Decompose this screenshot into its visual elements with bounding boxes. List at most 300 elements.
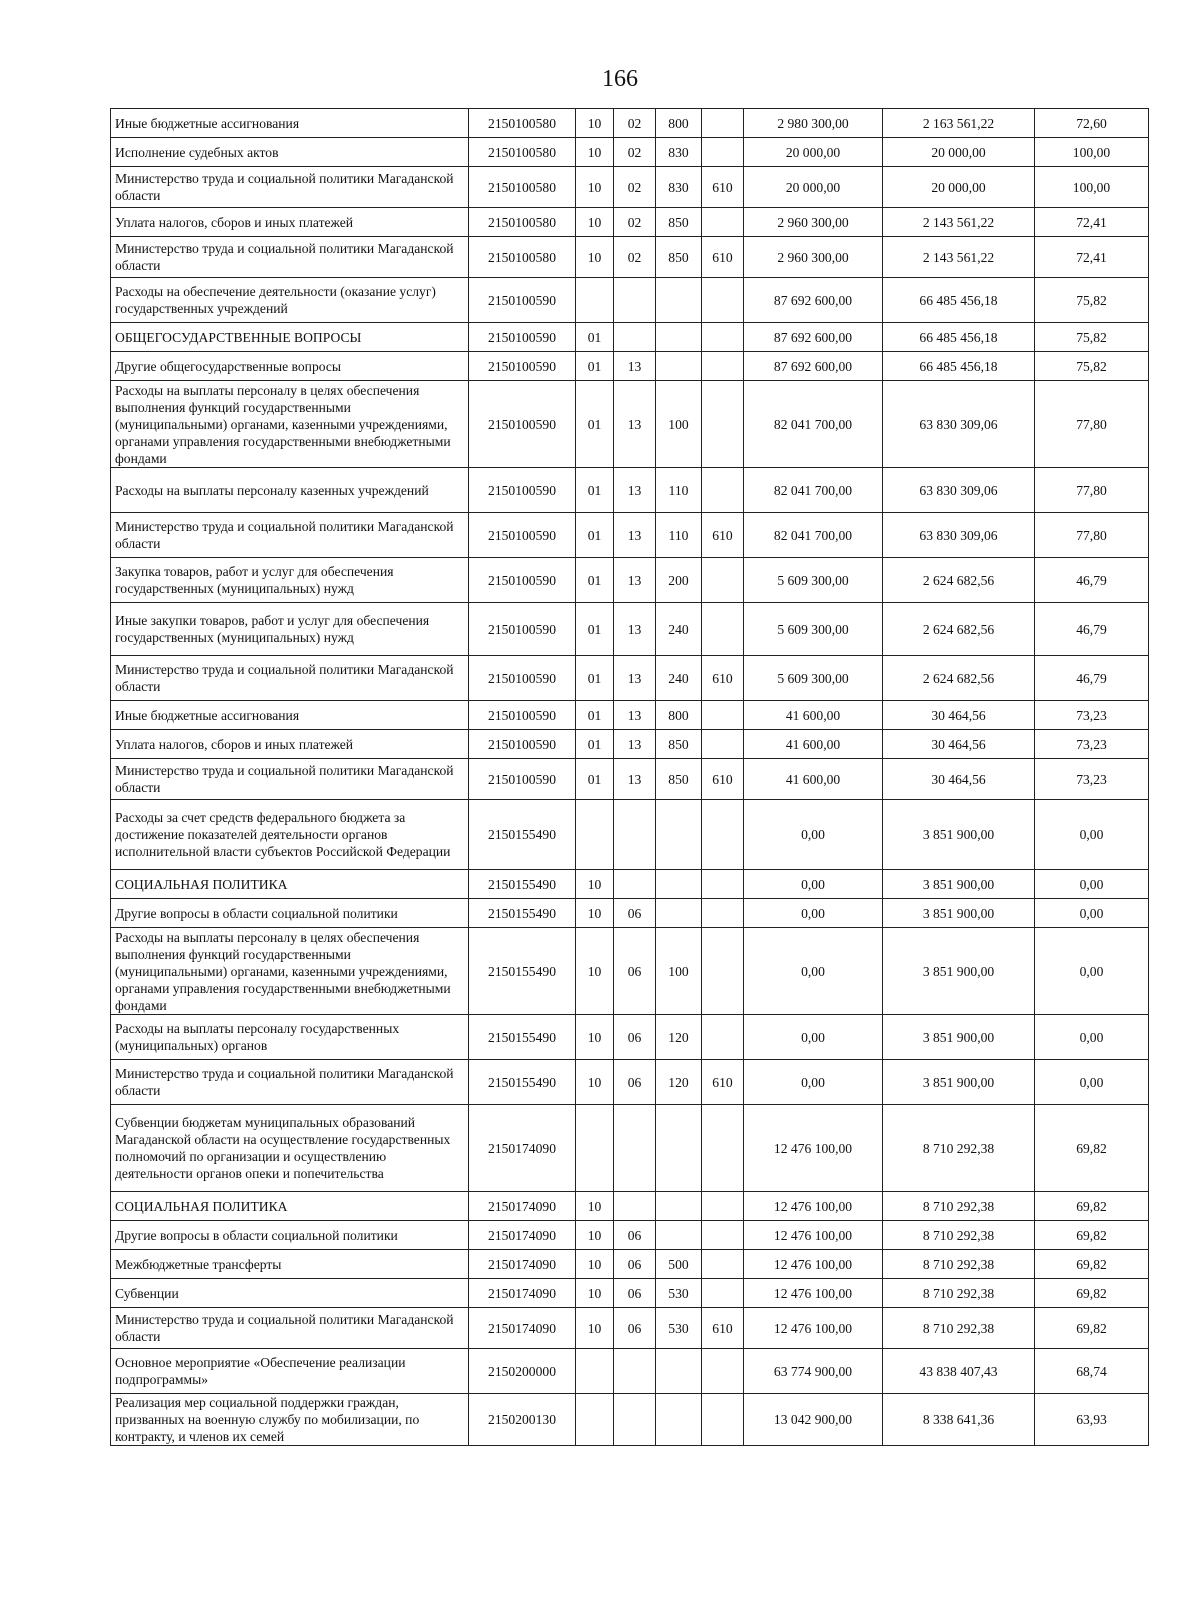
target-code: 2150200130 [469,1394,576,1446]
row-name: Субвенции [111,1279,469,1308]
table-row [111,800,1149,870]
table-row [111,1192,1149,1221]
expense-type-code [656,1105,702,1192]
target-code: 2150100590 [469,759,576,800]
row-name: Иные бюджетные ассигнования [111,701,469,730]
table-row [111,323,1149,352]
actual-amount: 63 830 309,06 [883,513,1035,558]
planned-amount: 20 000,00 [744,138,883,167]
execution-percent: 68,74 [1035,1349,1149,1394]
expense-type-code: 500 [656,1250,702,1279]
execution-percent: 69,82 [1035,1221,1149,1250]
expense-type-code: 850 [656,208,702,237]
row-name: Министерство труда и социальной политики Магаданской области [111,513,469,558]
planned-amount: 0,00 [744,800,883,870]
ministry-code: 610 [702,167,744,208]
execution-percent: 72,60 [1035,109,1149,138]
ministry-code [702,278,744,323]
row-name: Министерство труда и социальной политики Магаданской области [111,1060,469,1105]
section-code: 10 [576,1308,614,1349]
ministry-code [702,109,744,138]
table-row [111,603,1149,656]
target-code: 2150100590 [469,323,576,352]
actual-amount: 30 464,56 [883,701,1035,730]
ministry-code: 610 [702,237,744,278]
planned-amount: 63 774 900,00 [744,1349,883,1394]
target-code: 2150155490 [469,1060,576,1105]
row-name: ОБЩЕГОСУДАРСТВЕННЫЕ ВОПРОСЫ [111,323,469,352]
table-row [111,208,1149,237]
section-code: 01 [576,730,614,759]
expense-type-code: 800 [656,701,702,730]
table-row [111,558,1149,603]
planned-amount: 5 609 300,00 [744,656,883,701]
expense-type-code: 830 [656,167,702,208]
actual-amount: 2 624 682,56 [883,603,1035,656]
target-code: 2150100580 [469,167,576,208]
section-code: 01 [576,759,614,800]
execution-percent: 46,79 [1035,558,1149,603]
ministry-code [702,701,744,730]
row-name: Министерство труда и социальной политики Магаданской области [111,167,469,208]
actual-amount: 66 485 456,18 [883,323,1035,352]
table-row [111,1015,1149,1060]
subsection-code [614,1192,656,1221]
expense-type-code: 120 [656,1015,702,1060]
section-code: 10 [576,237,614,278]
target-code: 2150155490 [469,870,576,899]
subsection-code: 13 [614,381,656,468]
row-name: Министерство труда и социальной политики Магаданской области [111,656,469,701]
row-name: Расходы на выплаты персоналу казенных учреждений [111,468,469,513]
ministry-code [702,381,744,468]
table-row [111,138,1149,167]
subsection-code: 13 [614,701,656,730]
execution-percent: 75,82 [1035,278,1149,323]
expense-type-code [656,1192,702,1221]
section-code [576,800,614,870]
target-code: 2150100590 [469,468,576,513]
section-code: 01 [576,468,614,513]
expense-type-code [656,899,702,928]
planned-amount: 13 042 900,00 [744,1394,883,1446]
expense-type-code [656,1349,702,1394]
target-code: 2150174090 [469,1192,576,1221]
actual-amount: 2 143 561,22 [883,208,1035,237]
execution-percent: 0,00 [1035,928,1149,1015]
execution-percent: 46,79 [1035,656,1149,701]
execution-percent: 72,41 [1035,237,1149,278]
section-code: 10 [576,1192,614,1221]
planned-amount: 82 041 700,00 [744,381,883,468]
subsection-code: 02 [614,167,656,208]
execution-percent: 69,82 [1035,1192,1149,1221]
planned-amount: 87 692 600,00 [744,278,883,323]
section-code: 10 [576,138,614,167]
ministry-code [702,1279,744,1308]
ministry-code [702,928,744,1015]
planned-amount: 0,00 [744,870,883,899]
table-row [111,381,1149,468]
expense-type-code: 100 [656,381,702,468]
expense-type-code: 530 [656,1279,702,1308]
expense-type-code [656,352,702,381]
actual-amount: 66 485 456,18 [883,352,1035,381]
execution-percent: 72,41 [1035,208,1149,237]
planned-amount: 5 609 300,00 [744,603,883,656]
target-code: 2150200000 [469,1349,576,1394]
table-row [111,1349,1149,1394]
ministry-code: 610 [702,1060,744,1105]
actual-amount: 2 624 682,56 [883,558,1035,603]
target-code: 2150155490 [469,1015,576,1060]
table-row [111,656,1149,701]
row-name: Реализация мер социальной поддержки граждан, призванных на военную службу по мобилизации, по контракту, и членов их семей [111,1394,469,1446]
target-code: 2150100580 [469,109,576,138]
subsection-code: 02 [614,208,656,237]
table-row [111,237,1149,278]
execution-percent: 73,23 [1035,759,1149,800]
execution-percent: 77,80 [1035,468,1149,513]
target-code: 2150100590 [469,656,576,701]
ministry-code: 610 [702,1308,744,1349]
execution-percent: 73,23 [1035,701,1149,730]
expense-type-code: 100 [656,928,702,1015]
ministry-code [702,603,744,656]
target-code: 2150155490 [469,800,576,870]
actual-amount: 3 851 900,00 [883,870,1035,899]
actual-amount: 8 710 292,38 [883,1308,1035,1349]
target-code: 2150174090 [469,1250,576,1279]
actual-amount: 3 851 900,00 [883,1015,1035,1060]
row-name: СОЦИАЛЬНАЯ ПОЛИТИКА [111,1192,469,1221]
execution-percent: 77,80 [1035,513,1149,558]
ministry-code: 610 [702,656,744,701]
execution-percent: 100,00 [1035,138,1149,167]
actual-amount: 20 000,00 [883,167,1035,208]
section-code: 10 [576,109,614,138]
actual-amount: 8 710 292,38 [883,1221,1035,1250]
section-code: 10 [576,208,614,237]
expense-type-code [656,323,702,352]
planned-amount: 41 600,00 [744,730,883,759]
row-name: Иные закупки товаров, работ и услуг для обеспечения государственных (муниципальных) нужд [111,603,469,656]
row-name: Иные бюджетные ассигнования [111,109,469,138]
section-code [576,1349,614,1394]
expense-type-code: 200 [656,558,702,603]
table-row [111,730,1149,759]
section-code: 01 [576,603,614,656]
actual-amount: 3 851 900,00 [883,1060,1035,1105]
planned-amount: 41 600,00 [744,759,883,800]
ministry-code [702,468,744,513]
actual-amount: 3 851 900,00 [883,928,1035,1015]
target-code: 2150100590 [469,278,576,323]
subsection-code: 13 [614,759,656,800]
planned-amount: 12 476 100,00 [744,1279,883,1308]
target-code: 2150100590 [469,701,576,730]
ministry-code [702,1250,744,1279]
subsection-code: 13 [614,730,656,759]
subsection-code [614,870,656,899]
table-row [111,468,1149,513]
planned-amount: 2 960 300,00 [744,208,883,237]
page-number: 166 [602,66,638,92]
expense-type-code: 850 [656,730,702,759]
target-code: 2150100590 [469,730,576,759]
subsection-code: 06 [614,928,656,1015]
target-code: 2150100590 [469,603,576,656]
expense-type-code: 850 [656,237,702,278]
row-name: Министерство труда и социальной политики Магаданской области [111,759,469,800]
ministry-code [702,1105,744,1192]
planned-amount: 2 980 300,00 [744,109,883,138]
table-row [111,1221,1149,1250]
target-code: 2150174090 [469,1279,576,1308]
subsection-code: 02 [614,138,656,167]
section-code: 01 [576,513,614,558]
subsection-code [614,800,656,870]
planned-amount: 12 476 100,00 [744,1308,883,1349]
section-code: 01 [576,701,614,730]
table-row [111,109,1149,138]
section-code: 10 [576,167,614,208]
actual-amount: 8 338 641,36 [883,1394,1035,1446]
execution-percent: 0,00 [1035,870,1149,899]
actual-amount: 3 851 900,00 [883,899,1035,928]
expense-type-code [656,278,702,323]
execution-percent: 0,00 [1035,1015,1149,1060]
planned-amount: 2 960 300,00 [744,237,883,278]
row-name: СОЦИАЛЬНАЯ ПОЛИТИКА [111,870,469,899]
expense-type-code: 120 [656,1060,702,1105]
subsection-code [614,1349,656,1394]
ministry-code [702,1015,744,1060]
ministry-code: 610 [702,759,744,800]
table-row [111,928,1149,1015]
planned-amount: 12 476 100,00 [744,1105,883,1192]
execution-percent: 69,82 [1035,1105,1149,1192]
subsection-code: 06 [614,1221,656,1250]
row-name: Закупка товаров, работ и услуг для обеспечения государственных (муниципальных) нужд [111,558,469,603]
subsection-code: 02 [614,237,656,278]
actual-amount: 8 710 292,38 [883,1105,1035,1192]
subsection-code: 06 [614,1015,656,1060]
table-row [111,513,1149,558]
expense-type-code: 830 [656,138,702,167]
target-code: 2150174090 [469,1105,576,1192]
subsection-code: 13 [614,513,656,558]
planned-amount: 12 476 100,00 [744,1221,883,1250]
planned-amount: 0,00 [744,1015,883,1060]
row-name: Расходы за счет средств федерального бюджета за достижение показателей деятельности органов исполнительной власти субъектов Российской Федерации [111,800,469,870]
execution-percent: 100,00 [1035,167,1149,208]
planned-amount: 82 041 700,00 [744,513,883,558]
row-name: Уплата налогов, сборов и иных платежей [111,208,469,237]
execution-percent: 0,00 [1035,1060,1149,1105]
expense-type-code: 530 [656,1308,702,1349]
planned-amount: 12 476 100,00 [744,1192,883,1221]
table-row [111,1060,1149,1105]
ministry-code [702,352,744,381]
table-row [111,759,1149,800]
target-code: 2150174090 [469,1308,576,1349]
row-name: Расходы на выплаты персоналу в целях обеспечения выполнения функций государственными (муниципальными) органами, казенными учреждениями, органами управления государственными внебюджетными фондами [111,381,469,468]
ministry-code [702,1394,744,1446]
section-code: 10 [576,1279,614,1308]
actual-amount: 8 710 292,38 [883,1250,1035,1279]
planned-amount: 5 609 300,00 [744,558,883,603]
expense-type-code [656,800,702,870]
expense-type-code: 110 [656,468,702,513]
target-code: 2150100580 [469,208,576,237]
target-code: 2150155490 [469,928,576,1015]
target-code: 2150174090 [469,1221,576,1250]
planned-amount: 20 000,00 [744,167,883,208]
actual-amount: 8 710 292,38 [883,1279,1035,1308]
expense-type-code [656,870,702,899]
table-row [111,167,1149,208]
expense-type-code: 240 [656,656,702,701]
execution-percent: 73,23 [1035,730,1149,759]
section-code: 01 [576,656,614,701]
subsection-code: 02 [614,109,656,138]
execution-percent: 63,93 [1035,1394,1149,1446]
expense-type-code: 240 [656,603,702,656]
actual-amount: 43 838 407,43 [883,1349,1035,1394]
row-name: Расходы на выплаты персоналу государственных (муниципальных) органов [111,1015,469,1060]
row-name: Другие вопросы в области социальной политики [111,899,469,928]
execution-percent: 0,00 [1035,800,1149,870]
ministry-code [702,208,744,237]
subsection-code [614,1105,656,1192]
table-row [111,1105,1149,1192]
row-name: Министерство труда и социальной политики Магаданской области [111,1308,469,1349]
planned-amount: 87 692 600,00 [744,352,883,381]
table-row [111,278,1149,323]
actual-amount: 2 624 682,56 [883,656,1035,701]
subsection-code: 06 [614,1279,656,1308]
table-row [111,352,1149,381]
table-row [111,1394,1149,1446]
actual-amount: 30 464,56 [883,759,1035,800]
subsection-code: 13 [614,468,656,513]
target-code: 2150155490 [469,899,576,928]
ministry-code [702,730,744,759]
section-code: 10 [576,1250,614,1279]
ministry-code [702,558,744,603]
actual-amount: 66 485 456,18 [883,278,1035,323]
actual-amount: 3 851 900,00 [883,800,1035,870]
table-row [111,899,1149,928]
target-code: 2150100590 [469,558,576,603]
ministry-code [702,1221,744,1250]
section-code: 10 [576,1221,614,1250]
expense-type-code: 850 [656,759,702,800]
ministry-code [702,138,744,167]
section-code: 10 [576,1060,614,1105]
execution-percent: 75,82 [1035,352,1149,381]
actual-amount: 30 464,56 [883,730,1035,759]
row-name: Межбюджетные трансферты [111,1250,469,1279]
planned-amount: 0,00 [744,1060,883,1105]
planned-amount: 12 476 100,00 [744,1250,883,1279]
table-row [111,1250,1149,1279]
row-name: Расходы на выплаты персоналу в целях обеспечения выполнения функций государственными (муниципальными) органами, казенными учреждениями, органами управления государственными внебюджетными фондами [111,928,469,1015]
subsection-code: 06 [614,1250,656,1279]
section-code [576,1105,614,1192]
row-name: Уплата налогов, сборов и иных платежей [111,730,469,759]
actual-amount: 63 830 309,06 [883,381,1035,468]
section-code: 01 [576,323,614,352]
planned-amount: 0,00 [744,928,883,1015]
table-row [111,1279,1149,1308]
expense-type-code: 800 [656,109,702,138]
subsection-code: 13 [614,352,656,381]
ministry-code [702,1192,744,1221]
planned-amount: 0,00 [744,899,883,928]
ministry-code: 610 [702,513,744,558]
subsection-code: 13 [614,656,656,701]
section-code: 10 [576,1015,614,1060]
subsection-code: 06 [614,899,656,928]
ministry-code [702,1349,744,1394]
subsection-code: 13 [614,558,656,603]
row-name: Расходы на обеспечение деятельности (оказание услуг) государственных учреждений [111,278,469,323]
execution-percent: 69,82 [1035,1279,1149,1308]
expense-type-code: 110 [656,513,702,558]
target-code: 2150100580 [469,237,576,278]
subsection-code: 06 [614,1060,656,1105]
subsection-code [614,278,656,323]
section-code: 01 [576,381,614,468]
section-code: 10 [576,928,614,1015]
section-code: 01 [576,558,614,603]
execution-percent: 77,80 [1035,381,1149,468]
expense-type-code [656,1394,702,1446]
table-row [111,701,1149,730]
budget-table [110,108,1149,1446]
execution-percent: 0,00 [1035,899,1149,928]
ministry-code [702,899,744,928]
actual-amount: 8 710 292,38 [883,1192,1035,1221]
section-code [576,1394,614,1446]
subsection-code [614,323,656,352]
ministry-code [702,800,744,870]
subsection-code: 13 [614,603,656,656]
section-code: 01 [576,352,614,381]
section-code [576,278,614,323]
row-name: Исполнение судебных актов [111,138,469,167]
actual-amount: 2 163 561,22 [883,109,1035,138]
ministry-code [702,323,744,352]
actual-amount: 2 143 561,22 [883,237,1035,278]
subsection-code: 06 [614,1308,656,1349]
row-name: Министерство труда и социальной политики Магаданской области [111,237,469,278]
section-code: 10 [576,899,614,928]
target-code: 2150100590 [469,352,576,381]
execution-percent: 46,79 [1035,603,1149,656]
planned-amount: 82 041 700,00 [744,468,883,513]
row-name: Другие вопросы в области социальной политики [111,1221,469,1250]
row-name: Другие общегосударственные вопросы [111,352,469,381]
execution-percent: 69,82 [1035,1250,1149,1279]
row-name: Основное мероприятие «Обеспечение реализации подпрограммы» [111,1349,469,1394]
section-code: 10 [576,870,614,899]
subsection-code [614,1394,656,1446]
actual-amount: 20 000,00 [883,138,1035,167]
target-code: 2150100580 [469,138,576,167]
